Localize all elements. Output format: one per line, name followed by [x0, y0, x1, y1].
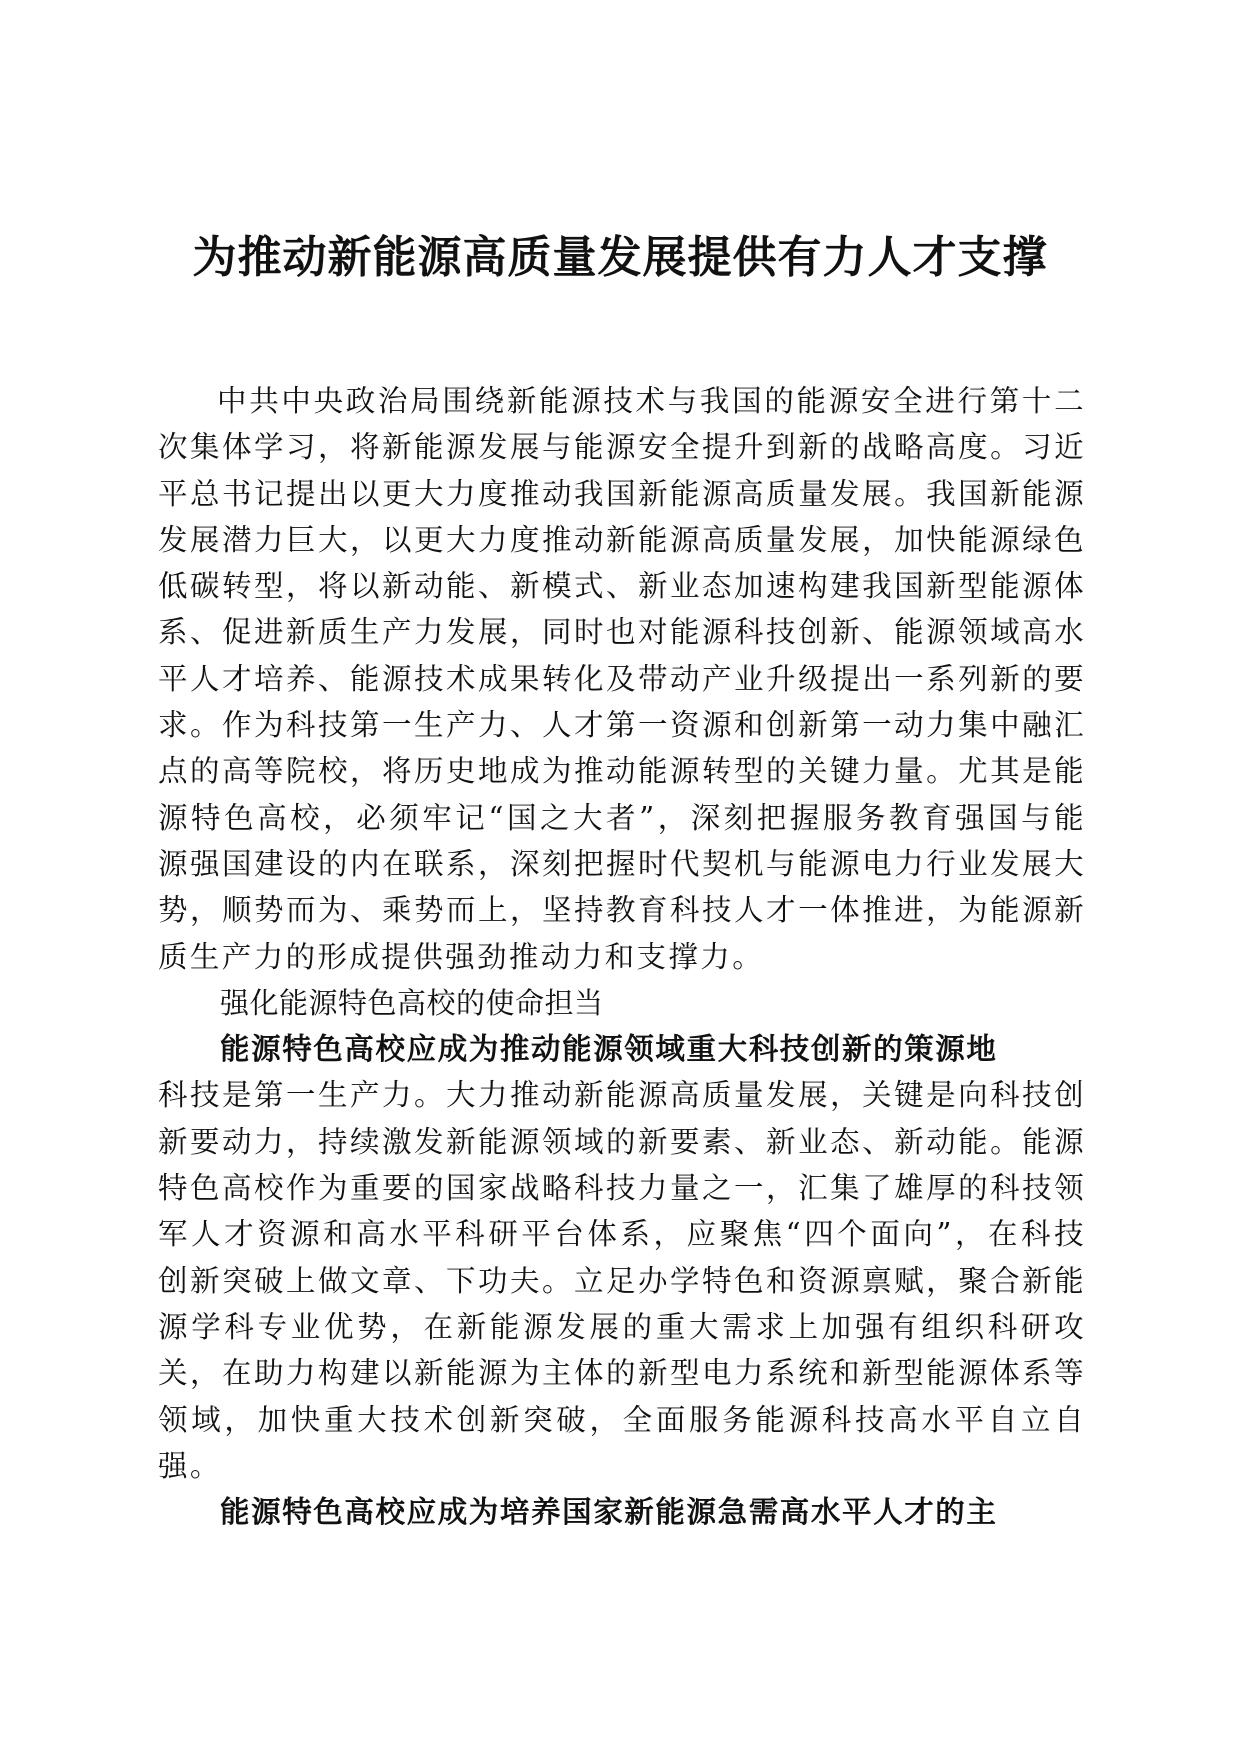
subheading-research: 能源特色高校应成为推动能源领域重大科技创新的策源地 — [220, 1031, 998, 1067]
subheading-talent: 能源特色高校应成为培养国家新能源急需高水平人才的主 — [220, 1494, 998, 1530]
document-title: 为推动新能源高质量发展提供有力人才支撑 — [192, 232, 1048, 283]
section-heading: 强化能源特色高校的使命担当 — [220, 985, 604, 1020]
research-paragraph: 科技是第一生产力。大力推动新能源高质量发展，关键是向科技创新要动力，持续激发新能源领域的新要素、新业态、新动能。能源特色高校作为重要的国家战略科技力量之一，汇集了雄厚的科技领军人才资源和高水平科研平台体系，应聚焦“四个面向”，在科技创新突破上做文章、下功夫。立足办学特色和资源禀赋，聚合新能源学科专业优势，在新能源发展的重大需求上加强有组织科研攻关，在助力构建以新能源为主体的新型电力系统和新型能源体系等领域，加快重大技术创新突破，全面服务能源科技高水平自立自强。 — [158, 1078, 1086, 1483]
intro-paragraph: 中共中央政治局围绕新能源技术与我国的能源安全进行第十二次集体学习，将新能源发展与能源安全提升到新的战略高度。习近平总书记提出以更大力度推动我国新能源高质量发展。我国新能源发展潜力巨大，以更大力度推动新能源高质量发展，加快能源绿色低碳转型，将以新动能、新模式、新业态加速构建我国新型能源体系、促进新质生产力发展，同时也对能源科技创新、能源领域高水平人才培养、能源技术成果转化及带动产业升级提出一系列新的要求。作为科技第一生产力、人才第一资源和创新第一动力集中融汇点的高等院校，将历史地成为推动能源转型的关键力量。尤其是能源特色高校，必须牢记“国之大者”，深刻把握服务教育强国与能源强国建设的内在联系，深刻把握时代契机与能源电力行业发展大势，顺势而为、乘势而上，坚持教育科技人才一体推进，为能源新质生产力的形成提供强劲推动力和支撑力。 — [158, 384, 1086, 974]
document-body — [158, 378, 1086, 1535]
